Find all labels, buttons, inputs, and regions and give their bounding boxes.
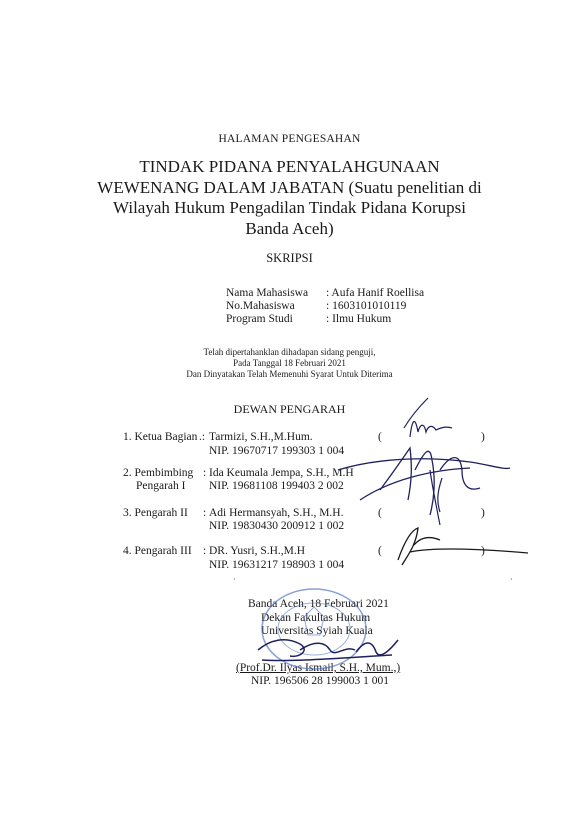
defense-line-3: Dan Dinyatakan Telah Memenuhi Syarat Untuk Diterima (186, 369, 393, 379)
student-nim-value: : 1603101010119 (326, 300, 407, 312)
member-3-name: Adi Hermansyah, S.H., M.H. (209, 507, 344, 519)
student-name-label: Nama Mahasiswa (226, 287, 309, 299)
member-1-separator: .: (199, 431, 206, 443)
member-4-paren-open: ( (378, 545, 382, 557)
signature-pengarah-3 (430, 470, 442, 525)
approval-position: Dekan Fakultas Hukum (261, 612, 371, 624)
member-2-separator: : (203, 467, 207, 479)
defense-line-1: Telah dipertahanklan dihadapan sidang penguji, (203, 347, 376, 357)
member-3-paren-close: ) (481, 507, 485, 519)
member-4-separator: : (203, 545, 207, 557)
member-4-name: DR. Yusri, S.H.,M.H (209, 545, 306, 557)
member-2-name: Ida Keumala Jempa, S.H., M.H (209, 467, 354, 479)
member-1-paren-close: ) (481, 431, 485, 443)
member-3-paren-open: ( (378, 507, 382, 519)
member-1-role: 1. Ketua Bagian (123, 431, 198, 443)
member-4-paren-close: ) (481, 545, 485, 557)
defense-line-2: Pada Tanggal 18 Februari 2021 (233, 358, 346, 368)
dean-nip: NIP. 196506 28 199003 1 001 (251, 675, 390, 687)
member-1-paren-open: ( (378, 431, 382, 443)
program-value: : Ilmu Hukum (326, 313, 392, 325)
member-2-role-line-2: Pengarah I (136, 480, 186, 492)
member-3-separator: : (203, 507, 207, 519)
member-2-nip: NIP. 19681108 199403 2 002 (209, 480, 344, 492)
signature-pembimbing (338, 448, 510, 515)
student-nim-label: No.Mahasiswa (226, 300, 295, 312)
program-label: Program Studi (226, 313, 293, 325)
title-line-1: TINDAK PIDANA PENYALAHGUNAAN (139, 157, 440, 176)
scan-mark: · (510, 575, 513, 584)
title-line-4: Banda Aceh) (245, 218, 334, 238)
signature-pengarah-4 (398, 528, 528, 565)
university-seal-stamp (246, 587, 388, 679)
title-line-3: Wilayah Hukum Pengadilan Tindak Pidana Korupsi (113, 198, 466, 217)
member-3-role: 3. Pengarah II (123, 507, 188, 519)
title-line-2: WEWENANG DALAM JABATAN (Suatu penelitian di (97, 177, 482, 197)
member-4-nip: NIP. 19631217 198903 1 004 (209, 559, 345, 571)
page-header: HALAMAN PENGESAHAN (218, 133, 361, 145)
thesis-title (0, 157, 579, 239)
document-type: SKRIPSI (266, 251, 313, 265)
member-4-role: 4. Pengarah III (123, 545, 192, 557)
dean-name: (Prof.Dr. Ilyas Ismail, S.H., Mum.,) (236, 662, 401, 674)
scan-mark: · (233, 575, 236, 584)
member-2-role: 2. Pembimbing (123, 467, 194, 479)
approval-institution: Universitas Syiah Kuala (261, 625, 373, 637)
approval-place-date: Banda Aceh, 18 Februari 2021 (248, 598, 389, 610)
student-name-value: : Aufa Hanif Roellisa (326, 287, 425, 299)
board-heading: DEWAN PENGARAH (233, 402, 346, 416)
member-1-nip: NIP. 19670717 199303 1 004 (209, 445, 345, 457)
member-3-nip: NIP. 19830430 200912 1 002 (209, 520, 345, 532)
member-1-name: Tarmizi, S.H.,M.Hum. (209, 431, 313, 443)
